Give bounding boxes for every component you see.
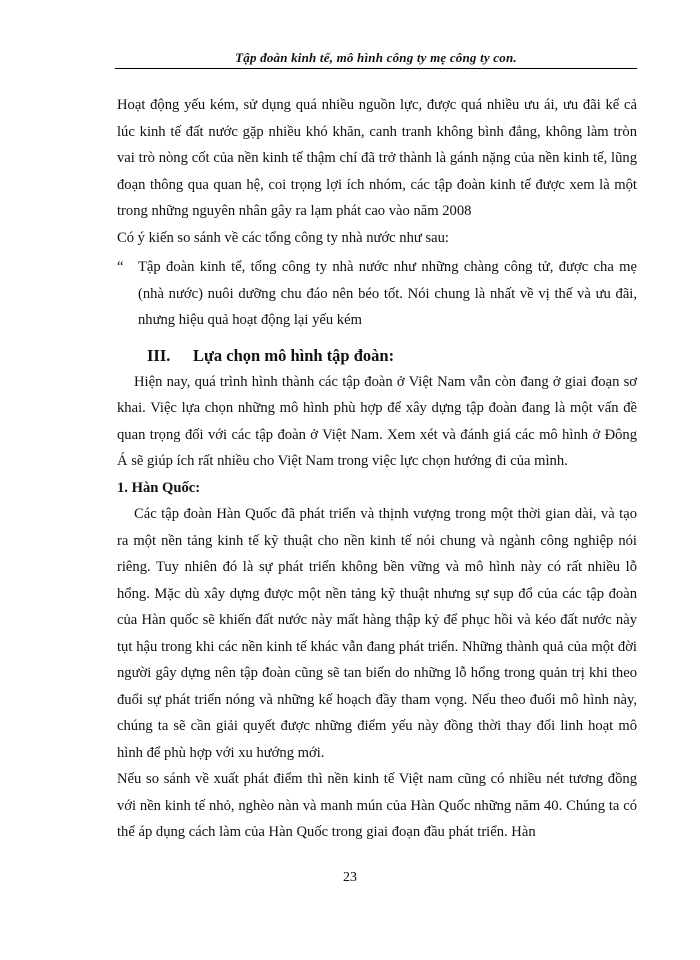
quote-text: Tập đoàn kinh tế, tổng công ty nhà nước như những chàng công tử, được cha mẹ (nhà nước) nuôi dưỡng chu đáo nên béo tốt. Nói chung là nhất về vị thế và ưu đãi, nhưng hiệu quả hoạt động lại yếu kém: [138, 259, 637, 328]
section-heading: [117, 342, 637, 369]
document-body: [117, 92, 637, 846]
paragraph-current-situation: Hiện nay, quá trình hình thành các tập đoàn ở Việt Nam vẫn còn đang ở giai đoạn sơ khai. Việc lựa chọn những mô hình phù hợp để xây dựng tập đoàn đang là một vấn đề quan trọng đối với các tập đoàn ở Việt Nam. Xem xét và đánh giá các mô hình ở Đông Á sẽ giúp ích rất nhiều cho Việt Nam trong việc lực chọn hướng đi của mình.: [117, 373, 637, 469]
subsection-heading-korea: 1. Hàn Quốc:: [117, 479, 201, 496]
section-title: Lựa chọn mô hình tập đoàn:: [193, 345, 395, 365]
section-number: III.: [147, 345, 171, 365]
paragraph-weak-performance: Hoạt động yếu kém, sử dụng quá nhiều nguồn lực, được quá nhiều ưu ái, ưu đãi kể cả lúc kinh tế đất nước gặp nhiều khó khăn, canh tranh không bình đẳng, không làm tròn vai trò nòng cốt của nền kinh tế thậm chí đã trở thành là gánh nặng của nền kinh tế, lũng đoạn thông qua quan hệ, coi trọng lợi ích nhóm, các tập đoàn kinh tế được xem là một trong những nguyên nhân gây ra lạm phát cao vào năm 2008: [117, 97, 637, 219]
page-number: 23: [343, 870, 357, 885]
quote-block: [117, 254, 637, 334]
quote-mark: “: [117, 259, 124, 275]
paragraph-korea-groups: Các tập đoàn Hàn Quốc đã phát triển và thịnh vượng trong một thời gian dài, và tạo ra một nền tảng kinh tế kỹ thuật cho nền kinh tế nói chung và ngành công nghiệp nói riêng. Tuy nhiên đó là sự phát triển không bền vững và mô hình này có rất nhiều lỗ hổng. Mặc dù xây dựng được một nền tảng kỹ thuật nhưng sự sụp đổ của các tập đoàn của Hàn quốc sẽ khiến đất nước này mất hàng thập kỷ để phục hồi và kéo đất nước này tụt hậu trong khi các nền kinh tế khác vẫn đang phát triển. Những thành quả của một đời người gây dựng nên tập đoàn cũng sẽ tan biến do những lỗ hổng trong quản trị khi theo đuổi sự phát triển nóng và những kế hoạch đầy tham vọng. Nếu theo đuổi mô hình này, chúng ta sẽ cần giải quyết được những điểm yếu này đồng thời thay đổi linh hoạt mô hình để phù hợp với xu hướng mới.: [117, 506, 637, 761]
paragraph-comparison-intro: Có ý kiến so sánh về các tổng công ty nhà nước như sau:: [117, 229, 449, 246]
page-header: Tập đoàn kinh tế, mô hình công ty mẹ công ty con.: [115, 50, 637, 69]
paragraph-comparison-vietnam: Nếu so sánh về xuất phát điểm thì nền kinh tế Việt nam cũng có nhiều nét tương đồng với nền kinh tế nhỏ, nghèo nàn và manh mún của Hàn Quốc những năm 40. Chúng ta có thể áp dụng cách làm của Hàn Quốc trong giai đoạn đầu phát triển. Hàn: [117, 771, 637, 840]
